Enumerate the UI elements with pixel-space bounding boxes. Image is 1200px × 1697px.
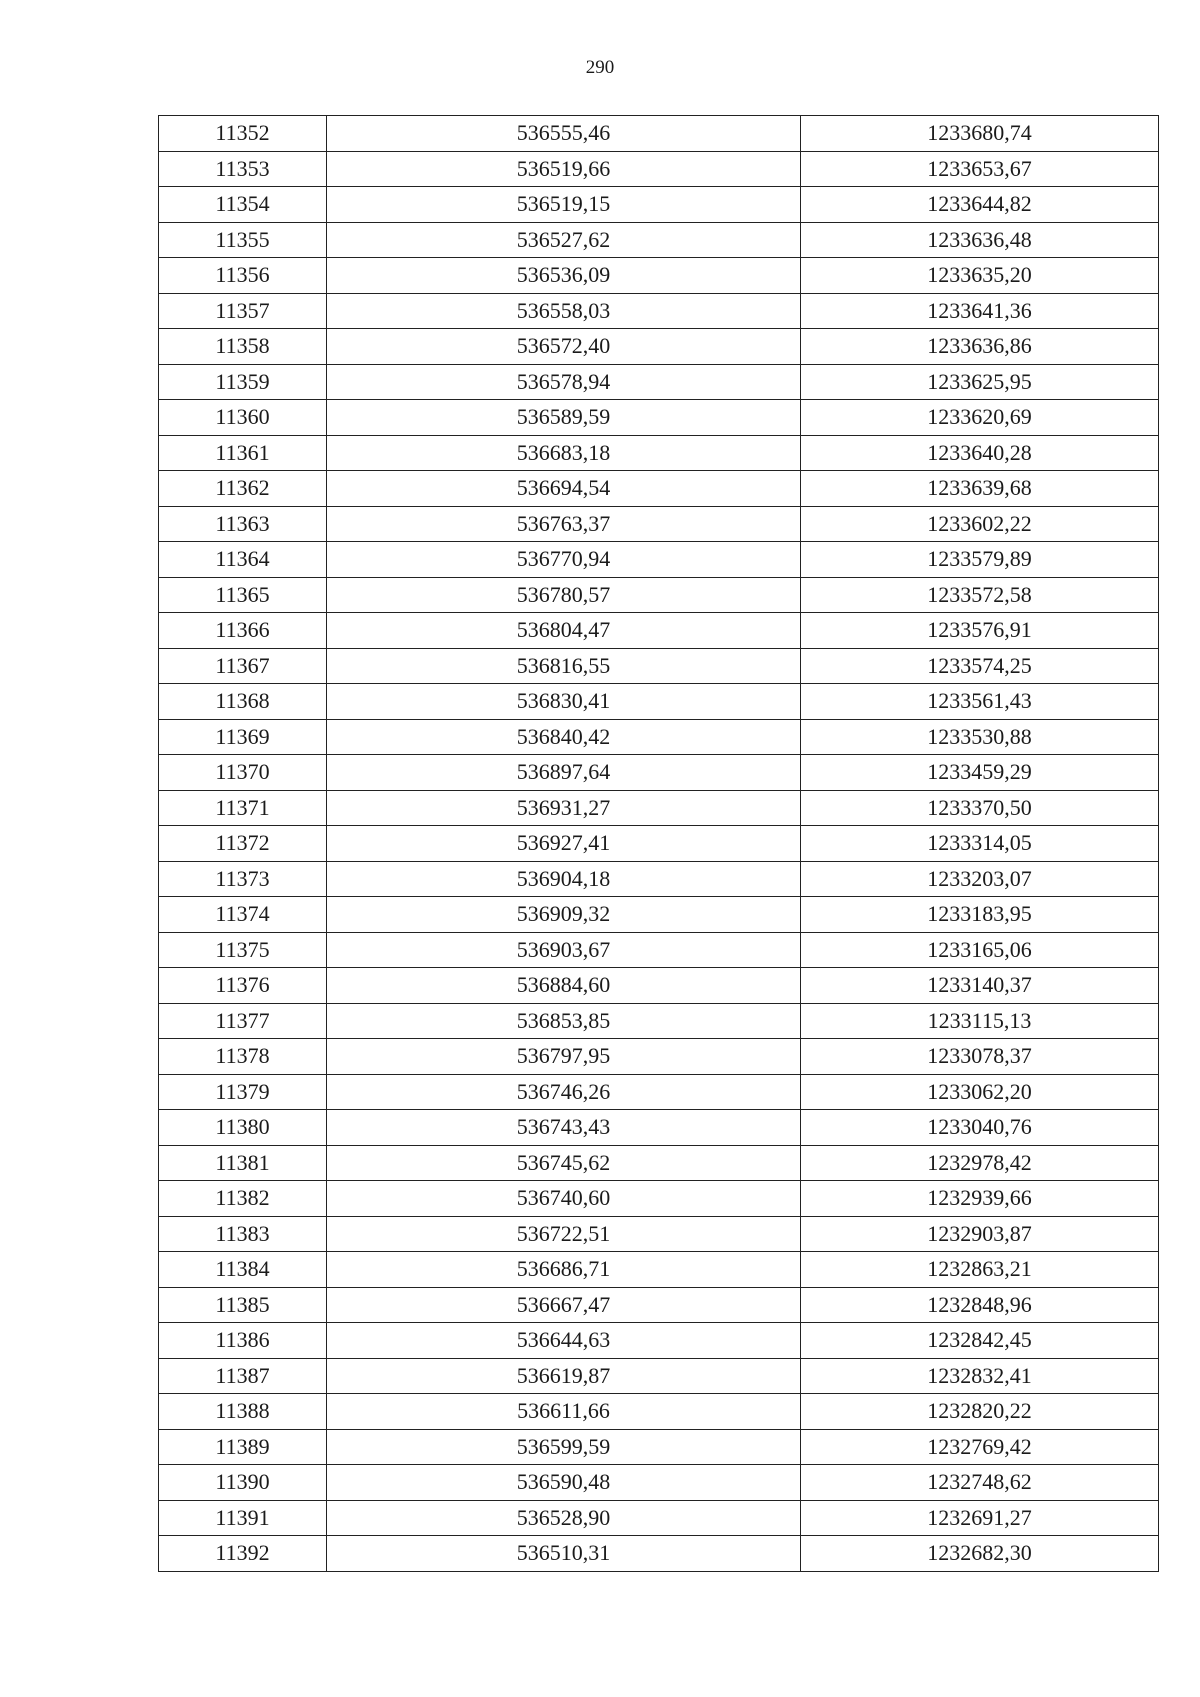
- table-row: [159, 116, 1159, 152]
- x-coordinate-cell: 536743,43: [327, 1110, 801, 1146]
- y-coordinate-cell: 1233561,43: [801, 684, 1159, 720]
- x-coordinate-cell: 536528,90: [327, 1500, 801, 1536]
- point-number-cell: 11383: [159, 1216, 327, 1252]
- point-number-cell: 11356: [159, 258, 327, 294]
- y-coordinate-cell: 1233602,22: [801, 506, 1159, 542]
- y-coordinate-cell: 1232820,22: [801, 1394, 1159, 1430]
- table-row: [159, 151, 1159, 187]
- y-coordinate-cell: 1232769,42: [801, 1429, 1159, 1465]
- table-row: [159, 293, 1159, 329]
- y-coordinate-cell: 1233140,37: [801, 968, 1159, 1004]
- y-coordinate-cell: 1232691,27: [801, 1500, 1159, 1536]
- x-coordinate-cell: 536589,59: [327, 400, 801, 436]
- point-number-cell: 11363: [159, 506, 327, 542]
- y-coordinate-cell: 1233040,76: [801, 1110, 1159, 1146]
- y-coordinate-cell: 1233636,48: [801, 222, 1159, 258]
- point-number-cell: 11354: [159, 187, 327, 223]
- point-number-cell: 11359: [159, 364, 327, 400]
- y-coordinate-cell: 1233640,28: [801, 435, 1159, 471]
- x-coordinate-cell: 536599,59: [327, 1429, 801, 1465]
- point-number-cell: 11366: [159, 613, 327, 649]
- y-coordinate-cell: 1233203,07: [801, 861, 1159, 897]
- x-coordinate-cell: 536694,54: [327, 471, 801, 507]
- table-row: [159, 613, 1159, 649]
- point-number-cell: 11379: [159, 1074, 327, 1110]
- x-coordinate-cell: 536519,66: [327, 151, 801, 187]
- x-coordinate-cell: 536830,41: [327, 684, 801, 720]
- x-coordinate-cell: 536804,47: [327, 613, 801, 649]
- y-coordinate-cell: 1233625,95: [801, 364, 1159, 400]
- table-row: [159, 826, 1159, 862]
- point-number-cell: 11365: [159, 577, 327, 613]
- table-row: [159, 187, 1159, 223]
- point-number-cell: 11392: [159, 1536, 327, 1572]
- point-number-cell: 11382: [159, 1181, 327, 1217]
- table-row: [159, 1287, 1159, 1323]
- point-number-cell: 11371: [159, 790, 327, 826]
- x-coordinate-cell: 536816,55: [327, 648, 801, 684]
- x-coordinate-cell: 536770,94: [327, 542, 801, 578]
- point-number-cell: 11372: [159, 826, 327, 862]
- x-coordinate-cell: 536840,42: [327, 719, 801, 755]
- table-row: [159, 1074, 1159, 1110]
- y-coordinate-cell: 1232842,45: [801, 1323, 1159, 1359]
- point-number-cell: 11369: [159, 719, 327, 755]
- y-coordinate-cell: 1232978,42: [801, 1145, 1159, 1181]
- y-coordinate-cell: 1233635,20: [801, 258, 1159, 294]
- y-coordinate-cell: 1233078,37: [801, 1039, 1159, 1075]
- y-coordinate-cell: 1233314,05: [801, 826, 1159, 862]
- point-number-cell: 11367: [159, 648, 327, 684]
- x-coordinate-cell: 536897,64: [327, 755, 801, 791]
- x-coordinate-cell: 536797,95: [327, 1039, 801, 1075]
- x-coordinate-cell: 536644,63: [327, 1323, 801, 1359]
- point-number-cell: 11374: [159, 897, 327, 933]
- point-number-cell: 11389: [159, 1429, 327, 1465]
- table-row: [159, 1145, 1159, 1181]
- table-row: [159, 542, 1159, 578]
- table-row: [159, 790, 1159, 826]
- table-row: [159, 1252, 1159, 1288]
- table-row: [159, 968, 1159, 1004]
- y-coordinate-cell: 1233576,91: [801, 613, 1159, 649]
- table-row: [159, 719, 1159, 755]
- table-row: [159, 1500, 1159, 1536]
- x-coordinate-cell: 536590,48: [327, 1465, 801, 1501]
- table-row: [159, 1181, 1159, 1217]
- x-coordinate-cell: 536931,27: [327, 790, 801, 826]
- x-coordinate-cell: 536536,09: [327, 258, 801, 294]
- y-coordinate-cell: 1233641,36: [801, 293, 1159, 329]
- point-number-cell: 11360: [159, 400, 327, 436]
- table-row: [159, 1216, 1159, 1252]
- x-coordinate-cell: 536722,51: [327, 1216, 801, 1252]
- y-coordinate-cell: 1232939,66: [801, 1181, 1159, 1217]
- x-coordinate-cell: 536903,67: [327, 932, 801, 968]
- y-coordinate-cell: 1233530,88: [801, 719, 1159, 755]
- x-coordinate-cell: 536572,40: [327, 329, 801, 365]
- table-row: [159, 577, 1159, 613]
- x-coordinate-cell: 536578,94: [327, 364, 801, 400]
- table-row: [159, 755, 1159, 791]
- x-coordinate-cell: 536909,32: [327, 897, 801, 933]
- x-coordinate-cell: 536745,62: [327, 1145, 801, 1181]
- point-number-cell: 11358: [159, 329, 327, 365]
- point-number-cell: 11364: [159, 542, 327, 578]
- coordinates-table: [158, 115, 1159, 1572]
- point-number-cell: 11387: [159, 1358, 327, 1394]
- table-row: [159, 1394, 1159, 1430]
- point-number-cell: 11380: [159, 1110, 327, 1146]
- point-number-cell: 11388: [159, 1394, 327, 1430]
- point-number-cell: 11357: [159, 293, 327, 329]
- x-coordinate-cell: 536611,66: [327, 1394, 801, 1430]
- table-row: [159, 329, 1159, 365]
- point-number-cell: 11386: [159, 1323, 327, 1359]
- table-row: [159, 1429, 1159, 1465]
- point-number-cell: 11355: [159, 222, 327, 258]
- table-row: [159, 1465, 1159, 1501]
- table-row: [159, 684, 1159, 720]
- point-number-cell: 11390: [159, 1465, 327, 1501]
- point-number-cell: 11381: [159, 1145, 327, 1181]
- y-coordinate-cell: 1232748,62: [801, 1465, 1159, 1501]
- table-row: [159, 861, 1159, 897]
- y-coordinate-cell: 1233639,68: [801, 471, 1159, 507]
- y-coordinate-cell: 1233370,50: [801, 790, 1159, 826]
- table-row: [159, 506, 1159, 542]
- table-row: [159, 364, 1159, 400]
- x-coordinate-cell: 536740,60: [327, 1181, 801, 1217]
- point-number-cell: 11378: [159, 1039, 327, 1075]
- point-number-cell: 11362: [159, 471, 327, 507]
- point-number-cell: 11384: [159, 1252, 327, 1288]
- x-coordinate-cell: 536927,41: [327, 826, 801, 862]
- x-coordinate-cell: 536853,85: [327, 1003, 801, 1039]
- point-number-cell: 11385: [159, 1287, 327, 1323]
- y-coordinate-cell: 1233636,86: [801, 329, 1159, 365]
- y-coordinate-cell: 1232903,87: [801, 1216, 1159, 1252]
- table-row: [159, 1358, 1159, 1394]
- y-coordinate-cell: 1233579,89: [801, 542, 1159, 578]
- table-row: [159, 471, 1159, 507]
- y-coordinate-cell: 1233680,74: [801, 116, 1159, 152]
- x-coordinate-cell: 536683,18: [327, 435, 801, 471]
- y-coordinate-cell: 1233572,58: [801, 577, 1159, 613]
- y-coordinate-cell: 1233062,20: [801, 1074, 1159, 1110]
- x-coordinate-cell: 536555,46: [327, 116, 801, 152]
- y-coordinate-cell: 1233459,29: [801, 755, 1159, 791]
- table-row: [159, 400, 1159, 436]
- table-row: [159, 932, 1159, 968]
- x-coordinate-cell: 536619,87: [327, 1358, 801, 1394]
- table-row: [159, 1536, 1159, 1572]
- x-coordinate-cell: 536763,37: [327, 506, 801, 542]
- table-row: [159, 1110, 1159, 1146]
- table-row: [159, 1003, 1159, 1039]
- coordinates-table-body: [159, 116, 1159, 1572]
- x-coordinate-cell: 536558,03: [327, 293, 801, 329]
- point-number-cell: 11375: [159, 932, 327, 968]
- point-number-cell: 11376: [159, 968, 327, 1004]
- y-coordinate-cell: 1233653,67: [801, 151, 1159, 187]
- x-coordinate-cell: 536904,18: [327, 861, 801, 897]
- table-row: [159, 897, 1159, 933]
- point-number-cell: 11391: [159, 1500, 327, 1536]
- x-coordinate-cell: 536686,71: [327, 1252, 801, 1288]
- point-number-cell: 11377: [159, 1003, 327, 1039]
- point-number-cell: 11361: [159, 435, 327, 471]
- table-row: [159, 1039, 1159, 1075]
- y-coordinate-cell: 1233620,69: [801, 400, 1159, 436]
- point-number-cell: 11370: [159, 755, 327, 791]
- x-coordinate-cell: 536510,31: [327, 1536, 801, 1572]
- y-coordinate-cell: 1232848,96: [801, 1287, 1159, 1323]
- point-number-cell: 11352: [159, 116, 327, 152]
- table-row: [159, 435, 1159, 471]
- y-coordinate-cell: 1232832,41: [801, 1358, 1159, 1394]
- x-coordinate-cell: 536746,26: [327, 1074, 801, 1110]
- y-coordinate-cell: 1233115,13: [801, 1003, 1159, 1039]
- point-number-cell: 11353: [159, 151, 327, 187]
- table-row: [159, 222, 1159, 258]
- x-coordinate-cell: 536527,62: [327, 222, 801, 258]
- page-number: 290: [585, 57, 615, 78]
- y-coordinate-cell: 1233165,06: [801, 932, 1159, 968]
- y-coordinate-cell: 1232682,30: [801, 1536, 1159, 1572]
- y-coordinate-cell: 1232863,21: [801, 1252, 1159, 1288]
- x-coordinate-cell: 536884,60: [327, 968, 801, 1004]
- x-coordinate-cell: 536667,47: [327, 1287, 801, 1323]
- x-coordinate-cell: 536519,15: [327, 187, 801, 223]
- table-row: [159, 258, 1159, 294]
- x-coordinate-cell: 536780,57: [327, 577, 801, 613]
- point-number-cell: 11373: [159, 861, 327, 897]
- table-row: [159, 648, 1159, 684]
- table-row: [159, 1323, 1159, 1359]
- point-number-cell: 11368: [159, 684, 327, 720]
- y-coordinate-cell: 1233644,82: [801, 187, 1159, 223]
- y-coordinate-cell: 1233574,25: [801, 648, 1159, 684]
- y-coordinate-cell: 1233183,95: [801, 897, 1159, 933]
